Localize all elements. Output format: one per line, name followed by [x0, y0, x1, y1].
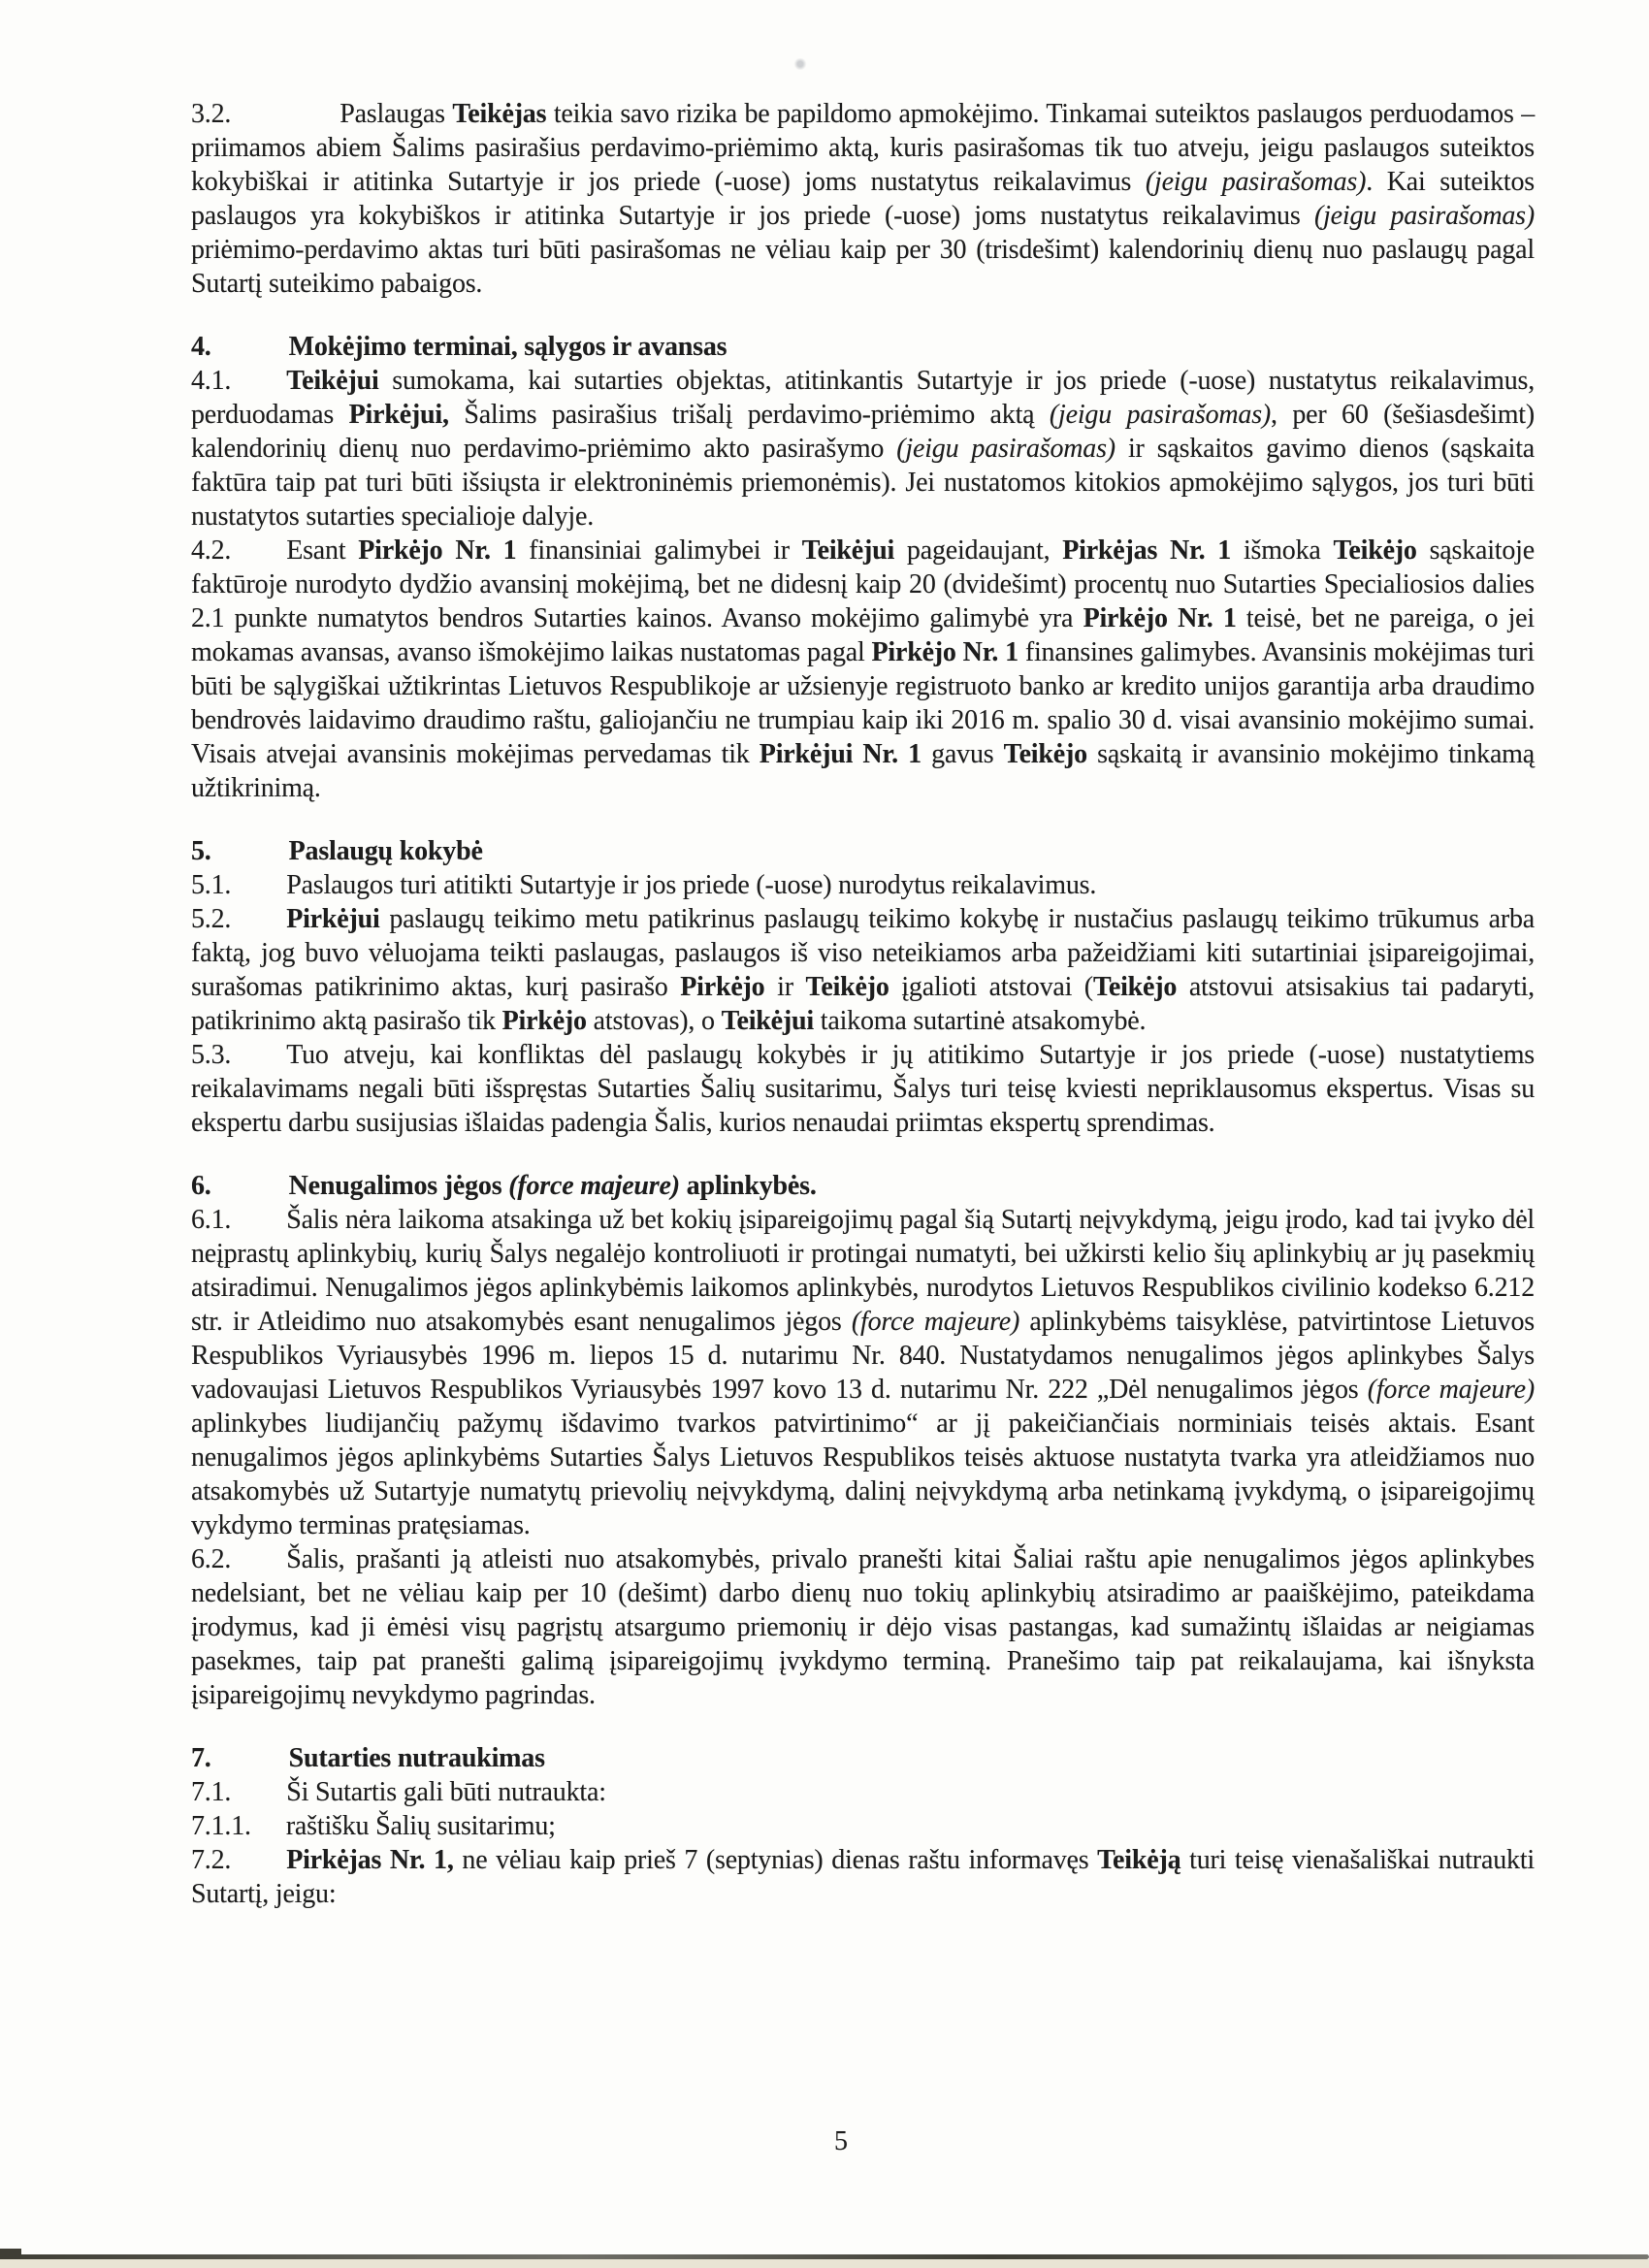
text-run: aplinkybes liudijančių pažymų išdavimo tvarkos patvirtinimo“ ar jį pakeičiančiais norminiais teisės aktais. Esant nenugalimos jėgos aplinkybėms Sutarties Šalys Lietuvos Respublikos teisės aktuose nustatyta tvarka yra atleidžiamos nuo atsakomybės už Sutartyje numatytų prievolių neįvykdymą, dalinį neįvykdymą arba netinkamą įvykdymą, o įsipareigojimų vykdymo terminas pratęsiamas. — [191, 1409, 1535, 1540]
section-heading-4 — [191, 330, 1535, 364]
scan-speck — [793, 58, 807, 70]
text-run: Pirkėjui Nr. 1 — [759, 739, 922, 769]
text-run: . Kai suteiktos paslaugos yra kokybiškos ir atitinka Sutartyje ir jos priede (-uose) joms nustatytus reikalavimus — [191, 167, 1535, 231]
text-run: Mokėjimo terminai, sąlygos ir avansas — [288, 332, 728, 362]
text-run: Šalims pasirašius trišalį perdavimo-priėmimo aktą — [448, 400, 1050, 430]
contract-body — [191, 97, 1535, 1911]
clause-6-2 — [191, 1542, 1535, 1712]
section-heading-6 — [191, 1169, 1535, 1203]
text-run: Teikėjo — [805, 972, 889, 1002]
clause-number: 4.1. — [191, 366, 232, 396]
clause-number: 5.1. — [191, 870, 232, 900]
text-run: priėmimo-perdavimo aktas turi būti pasirašomas ne vėliau kaip per 30 (trisdešimt) kalendorinių dienų nuo paslaugų pagal Sutartį suteikimo pabaigos. — [191, 235, 1535, 299]
clause-number: 6.1. — [191, 1205, 232, 1235]
clause-4-2 — [191, 534, 1535, 805]
text-run: Teikėjui — [801, 535, 895, 566]
text-run: Pirkėjas Nr. 1, — [286, 1845, 454, 1875]
text-run: Pirkėjui — [286, 904, 380, 934]
tab-space — [231, 1062, 286, 1063]
text-run: sumokama, kai sutarties objektas, atitinkantis Sutartyje ir jos priede (-uose) nustatytus reikalavimus, perduodamas — [191, 366, 1535, 430]
text-run: Teikėjui — [286, 366, 379, 396]
text-run: išmoka — [1231, 535, 1334, 566]
text-run: Pirkėjo — [680, 972, 765, 1002]
text-run: raštišku Šalių susitarimu; — [285, 1811, 556, 1841]
text-run: Šalis, prašanti ją atleisti nuo atsakomybės, privalo pranešti kitai Šaliai raštu apie nenugalimos jėgos aplinkybes nedelsiant, bet ne vėliau kaip per 10 (dešimt) darbo dienų nuo tokių aplinkybių atsiradimo ar paaiškėjimo, pateikdama įrodymus, kad ji ėmėsi visų pagrįstų atsargumo priemonių ir dėjo visas pastangas, kad sumažintų išlaidas ar neigiamas pasekmes, taip pat pranešti galimą įsipareigojimų įvykdymo terminą. Pranešimo taip pat reikalaujama, kai išnyksta įsipareigojimų nevykdymo pagrindas. — [191, 1544, 1535, 1710]
clause-5-2 — [191, 902, 1535, 1038]
tab-space — [231, 1567, 286, 1568]
text-run: (jeigu pasirašomas) — [1145, 167, 1367, 197]
text-run: (jeigu pasirašomas) — [896, 434, 1116, 464]
section-heading-5 — [191, 834, 1535, 868]
tab-space — [231, 1799, 286, 1800]
clause-number: 6. — [191, 1171, 211, 1201]
page-number: 5 — [834, 2126, 848, 2156]
text-run: (jeigu pasirašomas) — [1313, 201, 1536, 231]
text-run: sąskaitą ir avansinio mokėjimo tinkamą užtikrinimą. — [191, 739, 1535, 803]
text-run: paslaugų teikimo metu patikrinus paslaugų teikimo kokybę ir nustačius paslaugų teikimo trūkumus arba faktą, jog buvo vėluojama teikti paslaugas, paslaugos iš viso neteikiamos arba pažeidžiami kiti sutartiniai įsipareigojimai, surašomas patikrinimo aktas, kurį pasirašo — [191, 904, 1535, 1002]
text-run: Nenugalimos jėgos — [288, 1171, 509, 1201]
clause-5-3 — [191, 1038, 1535, 1140]
clause-6-1 — [191, 1203, 1535, 1542]
clause-number: 7.1.1. — [191, 1811, 251, 1841]
tab-space — [251, 1833, 286, 1834]
text-run: pageidaujant, — [894, 535, 1063, 566]
text-run: , per 60 (šešiasdešimt) kalendorinių dienų nuo perdavimo-priėmimo akto pasirašymo — [191, 400, 1535, 464]
tab-space — [211, 1193, 289, 1194]
text-run: sąskaitoje faktūroje nurodyto dydžio avansinį mokėjimą, bet ne didesnį kaip 20 (dvidešimt) procentų nuo Sutarties Specialiosios dalies 2.1 punkte numatytos bendros Sutarties kainos. Avanso mokėjimo galimybė yra — [191, 535, 1535, 633]
text-run: (force majeure) — [1367, 1375, 1536, 1405]
clause-number: 3.2. — [191, 99, 232, 129]
tab-space — [211, 354, 289, 355]
clause-number: 4. — [191, 332, 211, 362]
text-run: taikoma sutartinė atsakomybė. — [813, 1006, 1147, 1036]
text-run: Teikėjas — [452, 99, 547, 129]
text-run: Šalis nėra laikoma atsakinga už bet kokių įsipareigojimų pagal šią Sutartį neįvykdymą, jeigu įrodo, kad tai įvyko dėl neįprastų aplinkybių, kurių Šalys negalėjo kontroliuoti ir protingai numatyti, bei užkirsti kelio šių aplinkybių ar jų pasekmių atsiradimui. Nenugalimos jėgos aplinkybėmis laikomos aplinkybės, nurodytos Lietuvos Respublikos civilinio kodekso 6.212 str. ir Atleidimo nuo atsakomybės esant nenugalimos jėgos — [191, 1205, 1535, 1337]
clause-7-1-1 — [191, 1809, 1535, 1843]
text-run: finansines galimybes. Avansinis mokėjimas turi būti be sąlygiškai užtikrintas Lietuvos Respublikoje ar užsienyje registruoto banko ar kredito unijos garantija arba draudimo bendrovės laidavimo draudimo raštu, galiojančiu ne trumpiau kaip iki 2016 m. spalio 30 d. visai avansinio mokėjimo sumai. Visais atvejai avansinis mokėjimas pervedamas tik — [191, 637, 1535, 769]
tab-space — [231, 388, 286, 389]
clause-7-1 — [191, 1775, 1535, 1809]
text-run: Pirkėjui, — [348, 400, 449, 430]
scan-edge-dark-line — [0, 2254, 1649, 2259]
clause-number: 7.1. — [191, 1777, 232, 1807]
text-run: įgalioti atstovai ( — [889, 972, 1093, 1002]
text-run: Esant — [286, 535, 359, 566]
tab-space — [231, 926, 286, 927]
tab-space — [231, 1867, 286, 1868]
text-run: Paslaugas — [340, 99, 453, 129]
section-heading-7 — [191, 1741, 1535, 1775]
text-run: Tuo atveju, kai konfliktas dėl paslaugų kokybės ir jų atitikimo Sutartyje ir jos priede (-uose) nustatytiems reikalavimams negali būti išspręstas Sutarties Šalių susitarimu, Šalys turi teisę kviesti nepriklausomus ekspertus. Visas su ekspertu darbu susijusias išlaidas padengia Šalis, kurios nenaudai priimtas ekspertų sprendimas. — [191, 1040, 1535, 1138]
text-run: Ši Sutartis gali būti nutraukta: — [286, 1777, 606, 1807]
clause-5-1 — [191, 868, 1535, 902]
clause-number: 6.2. — [191, 1544, 232, 1574]
text-run: Paslaugos turi atitikti Sutartyje ir jos priede (-uose) nurodytus reikalavimus. — [286, 870, 1097, 900]
clause-number: 5. — [191, 836, 211, 866]
text-run: Paslaugų kokybė — [288, 836, 483, 866]
text-run: teisė, bet ne pareiga, o jei mokamas avansas, avanso išmokėjimo laikas nustatomas pagal — [191, 603, 1535, 667]
text-run: ne vėliau kaip prieš 7 (septynias) dienas raštu informavęs — [453, 1845, 1098, 1875]
clause-number: 4.2. — [191, 535, 232, 566]
tab-space — [231, 1227, 286, 1228]
text-run: Teikėją — [1097, 1845, 1181, 1875]
tab-space — [231, 558, 286, 559]
clause-number: 7. — [191, 1743, 211, 1773]
text-run: atstovui atsisakius tai padaryti, patikrinimo aktą pasirašo tik — [191, 972, 1535, 1036]
text-run: teikia savo rizika be papildomo apmokėjimo. Tinkamai suteiktos paslaugos perduodamos – priimamos abiem Šalims pasirašius perdavimo-priėmimo aktą, kuris pasirašomas tik tuo atveju, jeigu paslaugos suteiktos kokybiškai ir atitinka Sutartyje ir jos priede (-uose) joms nustatytus reikalavimus — [191, 99, 1536, 197]
clause-number: 5.2. — [191, 904, 232, 934]
tab-space — [231, 121, 340, 122]
clause-number: 5.3. — [191, 1040, 232, 1070]
text-run: Teikėjui — [721, 1006, 814, 1036]
text-run: ir sąskaitos gavimo dienos (sąskaita faktūra taip pat turi būti išsiųsta ir elektroninėmis priemonėmis). Jei nustatomos kitokios apmokėjimo sąlygos, jos turi būti nustatytos sutarties specialioje dalyje. — [191, 434, 1536, 532]
text-run: (force majeure) — [508, 1171, 680, 1201]
tab-space — [231, 892, 286, 893]
clause-4-1 — [191, 364, 1535, 534]
text-run: aplinkybėms taisyklėse, patvirtintose Lietuvos Respublikos Vyriausybės 1996 m. liepos 15 d. nutarimu Nr. 840. Nustatydamos nenugalimos jėgos aplinkybes Šalys vadovaujasi Lietuvos Respublikos Vyriausybės 1997 kovo 13 d. nutarimu Nr. 222 „Dėl nenugalimos jėgos — [191, 1307, 1535, 1405]
text-run: Pirkėjo Nr. 1 — [871, 637, 1018, 667]
text-run: turi teisę vienašališkai nutraukti Sutartį, jeigu: — [191, 1845, 1535, 1909]
text-run: (jeigu pasirašomas) — [1049, 400, 1272, 430]
text-run: (force majeure) — [851, 1307, 1020, 1337]
text-run: ir — [764, 972, 806, 1002]
text-run: aplinkybės. — [679, 1171, 817, 1201]
clause-7-2 — [191, 1843, 1535, 1911]
text-run: gavus — [921, 739, 1004, 769]
text-run: Sutarties nutraukimas — [288, 1743, 545, 1773]
scan-edge-light-strip — [0, 2259, 1649, 2268]
text-run: atstovas), o — [586, 1006, 722, 1036]
text-run: finansiniai galimybei ir — [516, 535, 802, 566]
clause-3-2 — [191, 97, 1535, 301]
text-run: Teikėjo — [1333, 535, 1417, 566]
text-run: Teikėjo — [1092, 972, 1178, 1002]
text-run: Pirkėjas Nr. 1 — [1062, 535, 1232, 566]
text-run: Pirkėjo Nr. 1 — [1083, 603, 1237, 633]
text-run: Pirkėjo — [501, 1006, 587, 1036]
text-run: Pirkėjo Nr. 1 — [358, 535, 517, 566]
clause-number: 7.2. — [191, 1845, 232, 1875]
text-run: Teikėjo — [1003, 739, 1087, 769]
